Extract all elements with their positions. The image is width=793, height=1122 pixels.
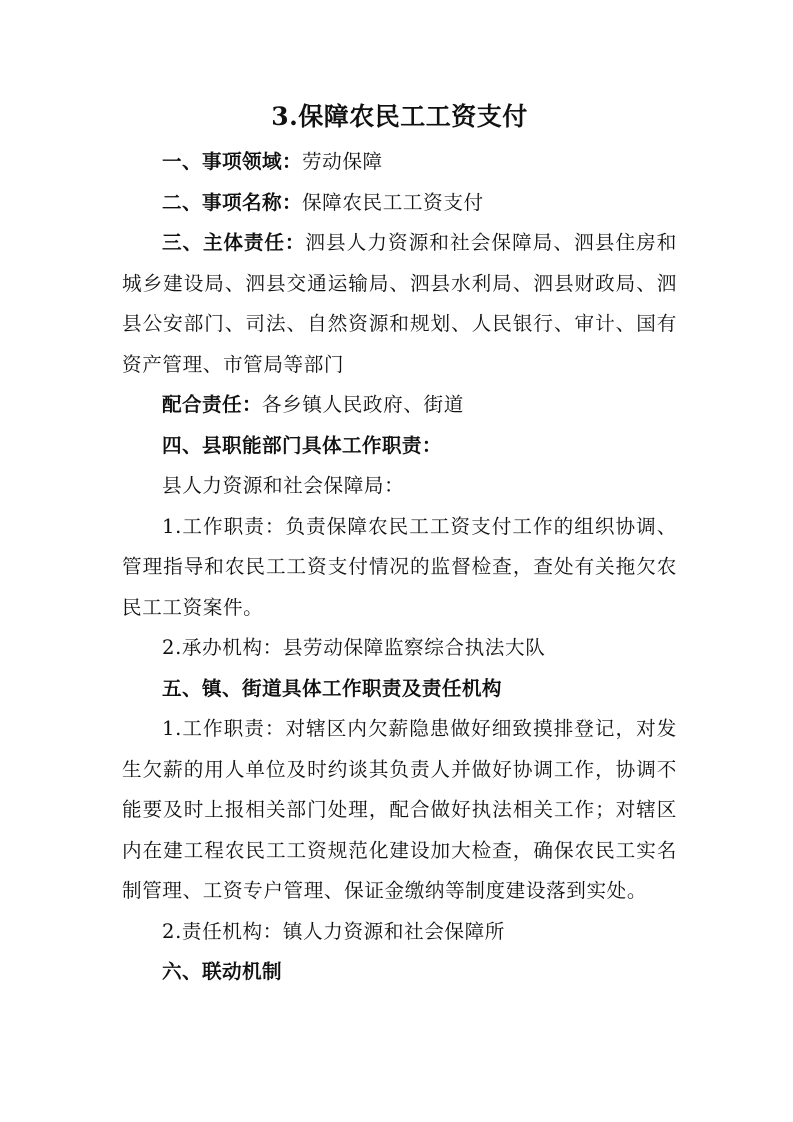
section-1-value: 劳动保障 bbox=[301, 150, 383, 173]
section-3-value: 泗县人力资源和社会保障局、泗县住房和城乡建设局、泗县交通运输局、泗县水利局、泗县财政局、泗县公安部门、司法、自然资源和规划、人民银行、审计、国有资产管理、市管局等部门 bbox=[122, 231, 677, 376]
cooperation-label: 配合责任： bbox=[162, 393, 262, 416]
section-4-duty: 1.工作职责：负责保障农民工工资支付工作的组织协调、管理指导和农民工工资支付情况的监督检查，查处有关拖欠农民工工资案件。 bbox=[122, 514, 677, 619]
section-2-value: 保障农民工工资支付 bbox=[301, 190, 484, 214]
section-1 bbox=[122, 142, 677, 183]
document-title: 3.保障农民工工资支付 bbox=[271, 102, 528, 131]
section-6-heading: 六、联动机制 bbox=[162, 960, 282, 983]
section-4-heading: 四、县职能部门具体工作职责： bbox=[162, 433, 442, 457]
section-2 bbox=[122, 183, 677, 224]
document-page bbox=[122, 92, 677, 993]
section-5-duty: 1.工作职责：对辖区内欠薪隐患做好细致摸排登记，对发生欠薪的用人单位及时约谈其负责人并做好协调工作，协调不能要及时上报相关部门处理，配合做好执法相关工作；对辖区内在建工程农民工工资规范化建设加大检查，确保农民工实名制管理、工资专户管理、保证金缴纳等制度建设落到实处。 bbox=[122, 717, 677, 902]
cooperation-value: 各乡镇人民政府、街道 bbox=[261, 393, 464, 416]
section-5-heading: 五、镇、街道具体工作职责及责任机构 bbox=[162, 676, 502, 700]
section-5-agency: 2.责任机构：镇人力资源和社会保障所 bbox=[162, 919, 505, 943]
section-3-label: 三、主体责任： bbox=[162, 231, 306, 254]
section-3 bbox=[122, 223, 677, 385]
section-1-label: 一、事项领域： bbox=[162, 150, 302, 173]
section-2-label: 二、事项名称： bbox=[162, 190, 302, 214]
section-4-agency: 2.承办机构：县劳动保障监察综合执法大队 bbox=[162, 636, 546, 659]
cooperation-responsibility bbox=[122, 385, 677, 426]
section-4-department: 县人力资源和社会保障局： bbox=[162, 474, 405, 497]
